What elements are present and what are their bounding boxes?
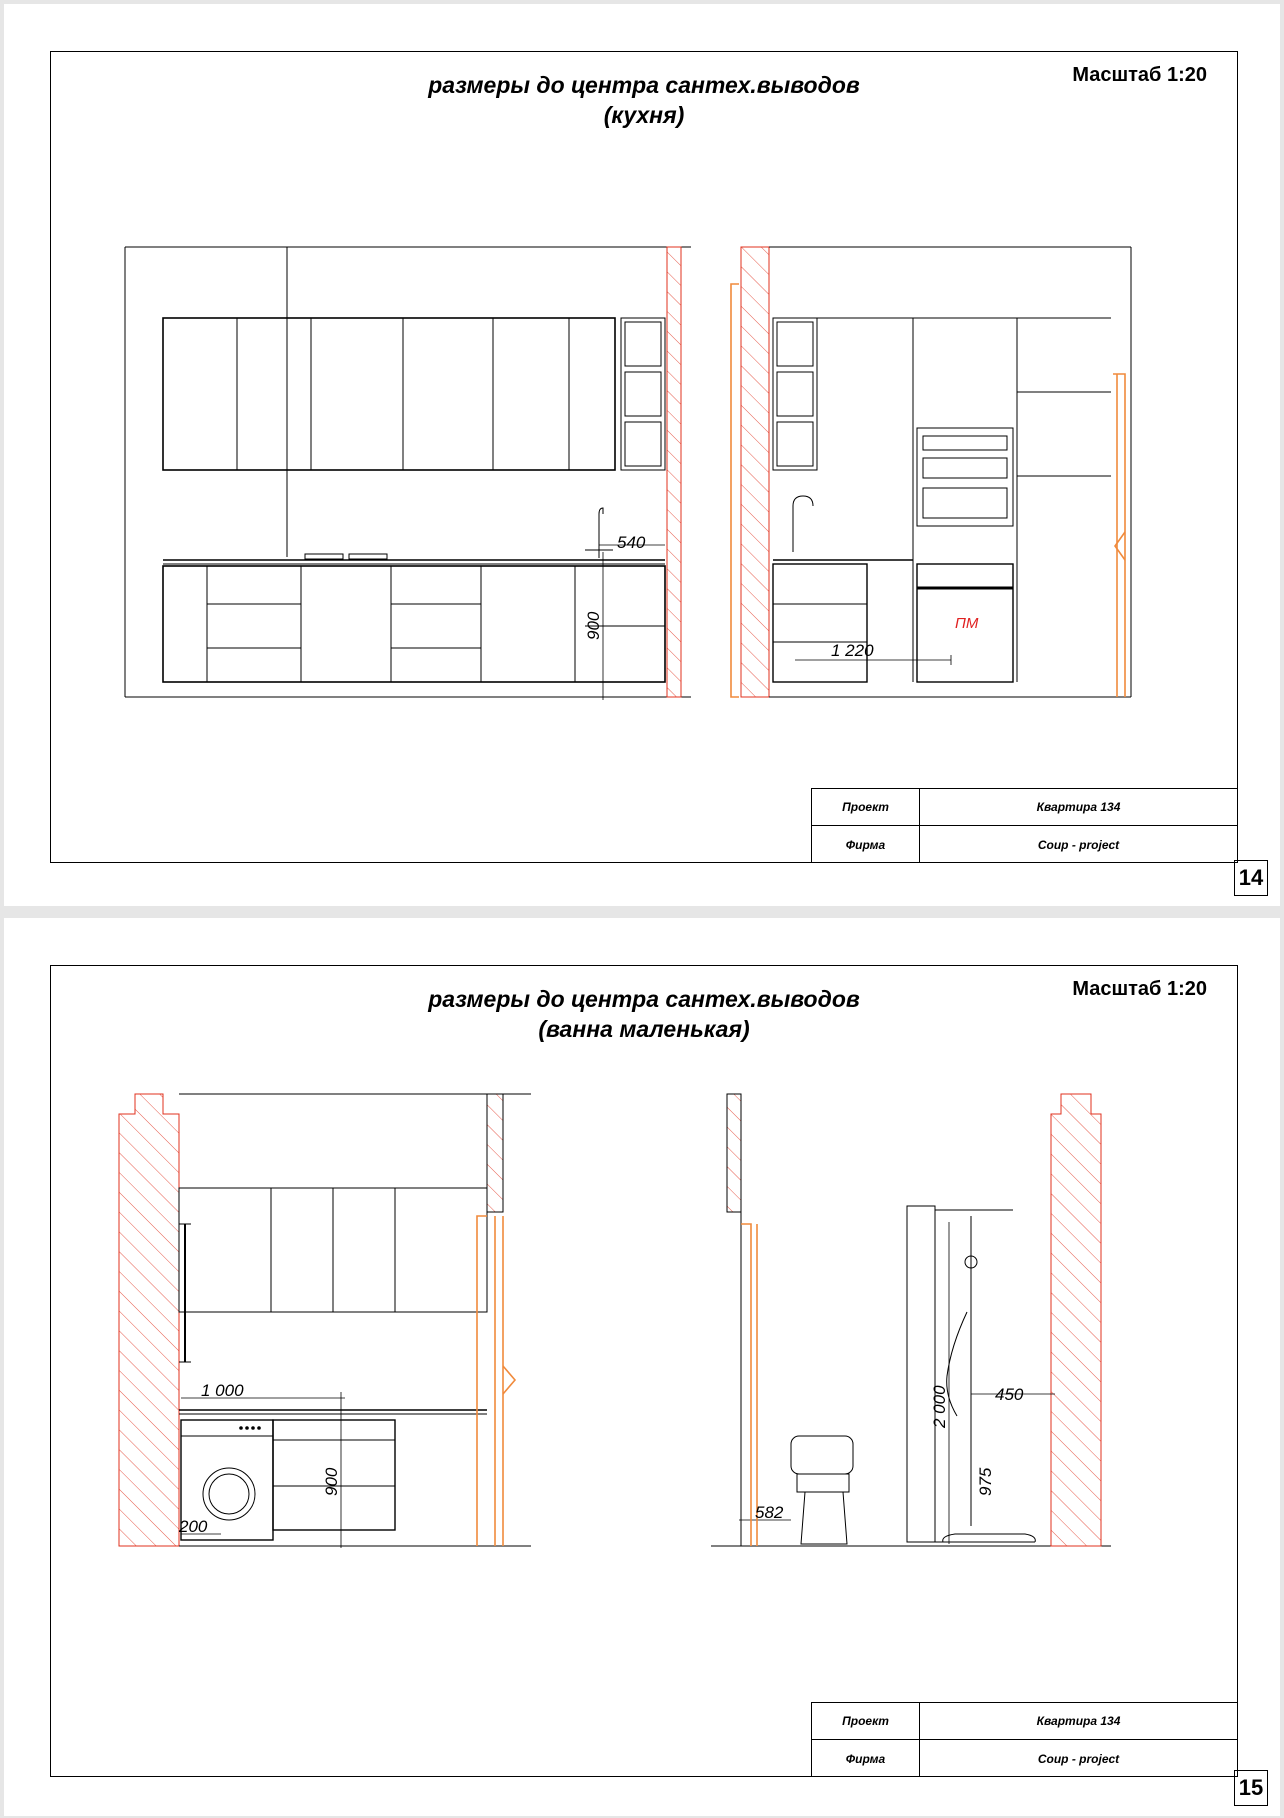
stamp-project-label: Проект (812, 789, 920, 825)
page-number: 15 (1234, 1770, 1268, 1806)
title-line-1: размеры до центра сантех.выводов (428, 986, 860, 1012)
title-block (811, 788, 1237, 862)
stamp-project-label: Проект (812, 1703, 920, 1739)
sheet-frame (50, 965, 1238, 1777)
bathroom-elevation-drawing (51, 966, 1239, 1778)
kitchen-elevation-drawing (51, 52, 1239, 864)
dimension-900: 900 (584, 611, 603, 640)
title-line-1: размеры до центра сантех.выводов (428, 72, 860, 98)
title-line-2: (ванна маленькая) (538, 1016, 750, 1042)
stamp-firm-label: Фирма (812, 1740, 920, 1777)
washer-buttons (239, 1426, 261, 1430)
dimension-2000: 2 000 (930, 1385, 949, 1428)
stamp-firm-value: Coup - project (1037, 1751, 1120, 1766)
dimension-582: 582 (755, 1503, 784, 1522)
dimension-450: 450 (995, 1385, 1024, 1404)
title-block (811, 1702, 1237, 1776)
stamp-firm-label: Фирма (812, 826, 920, 863)
scale-label: Масштаб 1:20 (1072, 64, 1207, 86)
dimension-1000: 1 000 (201, 1381, 244, 1400)
dimension-975: 975 (976, 1467, 995, 1496)
scale-label: Масштаб 1:20 (1072, 978, 1207, 1000)
sheet-frame (50, 51, 1238, 863)
page-number: 14 (1234, 860, 1268, 896)
stamp-firm-value: Coup - project (1037, 837, 1120, 852)
dimension-900: 900 (322, 1467, 341, 1496)
label-pm: ПМ (955, 615, 979, 632)
stamp-project-value: Квартира 134 (1036, 1714, 1121, 1728)
drawing-sheet-bathroom (4, 918, 1280, 1816)
title-line-2: (кухня) (603, 102, 685, 128)
dimension-1220: 1 220 (831, 641, 874, 660)
stamp-project-value: Квартира 134 (1036, 800, 1121, 814)
dimension-540: 540 (617, 533, 646, 552)
drawing-sheet-kitchen (4, 4, 1280, 906)
dimension-200: 200 (179, 1517, 208, 1536)
